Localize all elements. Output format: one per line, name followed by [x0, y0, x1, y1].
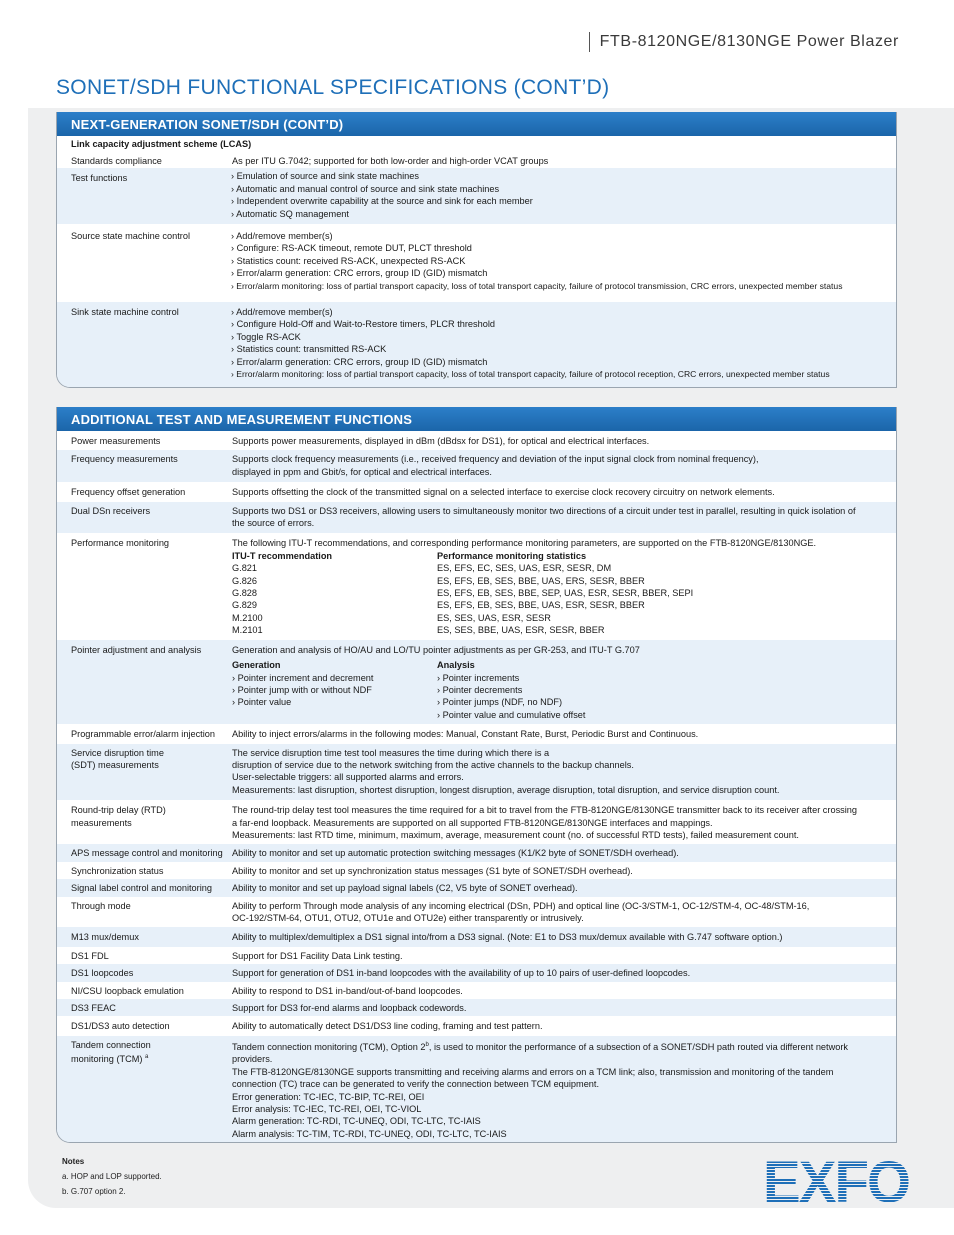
row-label: DS1/DS3 auto detection — [71, 1021, 170, 1032]
col-header: Analysis — [437, 660, 475, 671]
value-text: , is used to monitor the performance of a subsection of a SONET/SDH path routed via different network providers. — [232, 1041, 848, 1065]
lcas-subheading: Link capacity adjustment scheme (LCAS) — [71, 139, 252, 149]
generation-col — [232, 659, 437, 721]
bullet-item: › Pointer increment and decrement — [232, 672, 437, 684]
row-value: Ability to inject errors/alarms in the following modes: Manual, Constant Rate, Burst, Periodic Burst and Continuous. — [232, 729, 699, 740]
row-label: Source state machine control — [71, 231, 190, 242]
value-line: Alarm generation: TC-RDI, TC-UNEQ, ODI, TC-LTC, TC-IAIS — [232, 1116, 481, 1127]
row-value — [232, 537, 896, 636]
analysis-col — [437, 659, 890, 721]
bullet-item: › Emulation of source and sink state machines — [231, 170, 890, 182]
lcas-section — [56, 112, 897, 388]
row-value — [231, 306, 896, 380]
bullet-item: › Configure: RS-ACK timeout, remote DUT, PLCT threshold — [231, 242, 890, 254]
row-value: Support for DS3 for-end alarms and loopback codewords. — [232, 1003, 467, 1014]
row-value — [231, 170, 896, 220]
pm-row — [232, 587, 890, 599]
section-header: NEXT-GENERATION SONET/SDH (CONT’D) — [57, 112, 896, 136]
value-line: a far-end loopback. Measurements are supported on all supported FTB-8120NGE/8130NGE interfaces and mappings. — [232, 817, 713, 828]
row-value: Ability to monitor and set up synchronization status messages (S1 byte of SONET/SDH overhead). — [232, 865, 633, 876]
row-label: NI/CSU loopback emulation — [71, 985, 184, 996]
row-value: Support for DS1 Facility Data Link testing. — [232, 950, 403, 961]
row-label: Frequency measurements — [71, 454, 178, 465]
footnote-ref: b — [425, 1041, 429, 1048]
pm-rec: G.829 — [232, 600, 258, 611]
row-label: Power measurements — [71, 436, 161, 446]
value-text: Tandem connection monitoring (TCM), Option 2 — [232, 1041, 426, 1052]
bullet-item: › Configure Hold-Off and Wait-to-Restore timers, PLCR threshold — [231, 318, 890, 330]
row-value: Ability to automatically detect DS1/DS3 line coding, framing and test pattern. — [232, 1021, 543, 1032]
spec-row-ds1-fdl — [57, 947, 896, 964]
spec-row-frequency-offset — [57, 482, 896, 501]
exfo-logo — [763, 1158, 909, 1204]
pm-row — [232, 599, 890, 611]
row-label: Signal label control and monitoring — [71, 883, 212, 894]
row-label: Pointer adjustment and analysis — [71, 644, 202, 655]
value-line: Alarm analysis: TC-TIM, TC-RDI, TC-UNEQ, ODI, TC-LTC, TC-IAIS — [232, 1128, 507, 1139]
row-label: APS message control and monitoring — [71, 848, 223, 859]
spec-row-sink-state — [57, 302, 896, 386]
spec-row-tcm — [57, 1036, 896, 1143]
row-value — [232, 644, 896, 721]
spec-row-performance — [57, 533, 896, 639]
product-name: FTB-8120NGE/8130NGE Power Blazer — [589, 32, 899, 52]
label-line: measurements — [71, 817, 132, 828]
label-line: Service disruption time — [71, 747, 164, 758]
value-line: Generation and analysis of HO/AU and LO/TU pointer adjustments as per GR-253, and ITU-T G.707 — [232, 644, 640, 655]
row-label: DS3 FEAC — [71, 1003, 116, 1014]
bullet-item: › Error/alarm monitoring: loss of partial transport capacity, loss of total transport capacity, failure of protocol transmission, CRC errors, unexpected member status — [231, 280, 890, 292]
row-label: Sink state machine control — [71, 307, 179, 318]
col-header: Generation — [232, 660, 281, 671]
value-line: User-selectable triggers: all supported alarms and errors. — [232, 772, 464, 783]
value-line: disruption of service due to the network switching from the active channels to the backup channels. — [232, 759, 634, 770]
bullet-item: › Error/alarm monitoring: loss of partial transport capacity, loss of total transport capacity, failure of protocol reception, CRC errors, unexpected member status — [231, 368, 890, 380]
spec-row-rtd — [57, 800, 896, 844]
bullet-item: › Error/alarm generation: CRC errors, group ID (GID) mismatch — [231, 356, 890, 368]
spec-row-dual-dsn — [57, 502, 896, 534]
bullet-item: › Pointer jumps (NDF, no NDF) — [437, 696, 890, 708]
value-line: Supports clock frequency measurements (i.e., received frequency and deviation of the input signal clock from nominal frequency), — [232, 454, 759, 465]
spec-row-source-state — [57, 224, 896, 302]
footnote-ref: a — [145, 1054, 149, 1061]
pm-table — [232, 550, 890, 562]
row-value — [232, 505, 896, 530]
pm-stats: ES, EFS, EC, SES, UAS, ESR, SESR, DM — [437, 563, 612, 574]
pm-rec: G.828 — [232, 588, 258, 599]
row-value — [231, 230, 896, 292]
notes-heading: Notes — [62, 1157, 85, 1166]
value-line: The round-trip delay test tool measures the time required for a bit to travel from the FTB-8120NGE/8130NGE transmitter back to its receiver after crossing — [232, 805, 858, 816]
bullet-item: › Toggle RS-ACK — [231, 331, 890, 343]
label-line: (SDT) measurements — [71, 759, 159, 770]
spec-row-sync — [57, 862, 896, 879]
row-label — [57, 747, 232, 797]
row-label: Programmable error/alarm injection — [71, 729, 215, 740]
bullet-item: › Automatic and manual control of source and sink state machines — [231, 183, 890, 195]
page-title: SONET/SDH FUNCTIONAL SPECIFICATIONS (CONT’D) — [56, 76, 610, 99]
label-line: Round-trip delay (RTD) — [71, 805, 166, 816]
pm-rec: G.826 — [232, 575, 258, 586]
bullet-item: › Pointer increments — [437, 672, 890, 684]
spec-row-auto-detection — [57, 1016, 896, 1035]
row-value: Supports offsetting the clock of the transmitted signal on a selected interface to exercise clock recovery circuitry on network elements. — [232, 487, 775, 498]
spec-row-ds1-loopcodes — [57, 964, 896, 981]
spec-row-test-functions — [57, 168, 896, 224]
spec-row-frequency — [57, 450, 896, 482]
spec-row-sdt — [57, 744, 896, 801]
value-line: The following ITU-T recommendations, and corresponding performance monitoring parameters, are supported on the FTB-8120NGE/8130NGE. — [232, 538, 817, 549]
row-value: Support for generation of DS1 in-band loopcodes with the availability of up to 10 pairs of user-defined loopcodes. — [232, 968, 691, 979]
bullet-item: › Add/remove member(s) — [231, 230, 890, 242]
row-value: Ability to monitor and set up payload signal labels (C2, V5 byte of SONET overhead). — [232, 883, 578, 894]
row-value — [232, 1039, 896, 1140]
row-label: Synchronization status — [71, 865, 164, 876]
row-label: Test functions — [71, 173, 128, 184]
spec-row-nicsu — [57, 982, 896, 999]
label-line: Tandem connection — [71, 1039, 151, 1050]
pm-row — [232, 612, 890, 624]
row-value — [232, 804, 896, 841]
value-line: Error analysis: TC-IEC, TC-REI, OEI, TC-VIOL — [232, 1103, 422, 1114]
notes — [62, 1154, 162, 1199]
spec-row-m13 — [57, 927, 896, 946]
pm-stats: ES, EFS, EB, SES, BBE, UAS, ESR, SESR, BBER — [437, 600, 645, 611]
spec-row-signal-label — [57, 879, 896, 896]
spec-row-programmable — [57, 724, 896, 743]
row-value: Ability to multiplex/demultiplex a DS1 signal into/from a DS3 signal. (Note: E1 to DS3 mux/demux available with G.747 software option.) — [232, 932, 783, 943]
row-value: As per ITU G.7042; supported for both low-order and high-order VCAT groups — [232, 156, 549, 166]
row-label: Performance monitoring — [71, 538, 170, 549]
row-label: Through mode — [71, 900, 131, 911]
pm-stats: ES, SES, UAS, ESR, SESR — [437, 612, 551, 623]
pm-col-header: ITU-T recommendation — [232, 550, 333, 561]
bullet-item: › Statistics count: transmitted RS-ACK — [231, 343, 890, 355]
pm-stats: ES, SES, BBE, UAS, ESR, SESR, BBER — [437, 625, 605, 636]
value-line: the source of errors. — [232, 518, 315, 529]
pm-rec: M.2101 — [232, 625, 263, 636]
row-value: Ability to monitor and set up automatic protection switching messages (K1/K2 byte of SONET/SDH overhead). — [232, 848, 679, 859]
pm-stats: ES, EFS, EB, SES, BBE, SEP, UAS, ESR, SESR, BBER, SEPI — [437, 588, 694, 599]
row-label: M13 mux/demux — [71, 932, 139, 943]
spec-row-ds3-feac — [57, 999, 896, 1016]
label-line — [71, 1051, 228, 1065]
bullet-item: › Pointer value and cumulative offset — [437, 709, 890, 721]
spec-row-aps — [57, 844, 896, 861]
row-value — [232, 453, 896, 478]
row-label: DS1 FDL — [71, 950, 109, 961]
row-label: DS1 loopcodes — [71, 968, 134, 979]
logo-text: EXFO — [763, 1158, 909, 1204]
pm-col-header: Performance monitoring statistics — [437, 550, 587, 561]
value-line: Ability to perform Through mode analysis of any incoming electrical (DSn, PDH) and optical line (OC-3/STM-1, OC-12/STM-4, OC-48/STM-16, — [232, 900, 810, 911]
value-line: Measurements: last disruption, shortest disruption, longest disruption, average disruption, total disruption, and service disruption count. — [232, 784, 780, 795]
value-line: connection (TC) trace can be generated to verify the connection between TCM equipment. — [232, 1079, 600, 1090]
pm-row — [232, 624, 890, 636]
label-text: monitoring (TCM) — [71, 1054, 143, 1065]
pm-row — [232, 562, 890, 574]
row-value: Supports power measurements, displayed in dBm (dBdsx for DS1), for optical and electrical interfaces. — [232, 436, 650, 446]
pm-stats: ES, EFS, EB, SES, BBE, UAS, ERS, SESR, BBER — [437, 575, 645, 586]
row-label — [57, 804, 232, 841]
value-line: The FTB-8120NGE/8130NGE supports transmitting and receiving alarms and errors on a TCM link; also, transmission and monitoring of the tandem — [232, 1066, 834, 1077]
row-label: Dual DSn receivers — [71, 505, 151, 516]
row-value — [232, 900, 896, 925]
value-line — [232, 1039, 890, 1066]
bullet-item: › Independent overwrite capability at the source and sink for each member — [231, 195, 890, 207]
note-item: a. HOP and LOP supported. — [62, 1172, 162, 1181]
row-value — [232, 747, 896, 797]
spec-row-pointer — [57, 640, 896, 724]
row-label: Frequency offset generation — [71, 487, 186, 498]
value-line: Measurements: last RTD time, minimum, maximum, average, measurement count (no. of successful RTD tests), failed measurement count. — [232, 829, 799, 840]
bullet-item: › Pointer decrements — [437, 684, 890, 696]
note-item: b. G.707 option 2. — [62, 1187, 126, 1196]
row-label — [57, 1039, 232, 1140]
pm-rec: M.2100 — [232, 612, 263, 623]
pm-row — [232, 575, 890, 587]
row-value: Ability to respond to DS1 in-band/out-of-band loopcodes. — [232, 985, 463, 996]
bullet-item: › Add/remove member(s) — [231, 306, 890, 318]
additional-functions-section — [56, 407, 897, 1143]
bullet-item: › Error/alarm generation: CRC errors, group ID (GID) mismatch — [231, 267, 890, 279]
spec-row-power — [57, 431, 896, 450]
pointer-table — [232, 659, 890, 721]
value-line: The service disruption time test tool measures the time during which there is a — [232, 747, 550, 758]
pm-rec: G.821 — [232, 563, 258, 574]
value-line: Error generation: TC-IEC, TC-BIP, TC-REI, OEI — [232, 1091, 425, 1102]
bullet-item: › Pointer value — [232, 696, 437, 708]
bullet-item: › Statistics count: received RS-ACK, unexpected RS-ACK — [231, 255, 890, 267]
section-header: ADDITIONAL TEST AND MEASUREMENT FUNCTIONS — [57, 407, 896, 431]
spec-row-through-mode — [57, 897, 896, 928]
row-label: Standards compliance — [71, 156, 162, 166]
bullet-item: › Pointer jump with or without NDF — [232, 684, 437, 696]
bullet-item: › Automatic SQ management — [231, 208, 890, 220]
value-line: OC-192/STM-64, OTU1, OTU2, OTU1e and OTU2e) either transparently or intrusively. — [232, 913, 584, 923]
value-line: Supports two DS1 or DS3 receivers, allowing users to simultaneously monitor two directions of a circuit under test in parallel, resulting in quick isolation of — [232, 505, 856, 516]
spec-row-standards — [57, 152, 896, 168]
value-line: displayed in ppm and Gbit/s, for optical and electrical interfaces. — [232, 466, 492, 477]
